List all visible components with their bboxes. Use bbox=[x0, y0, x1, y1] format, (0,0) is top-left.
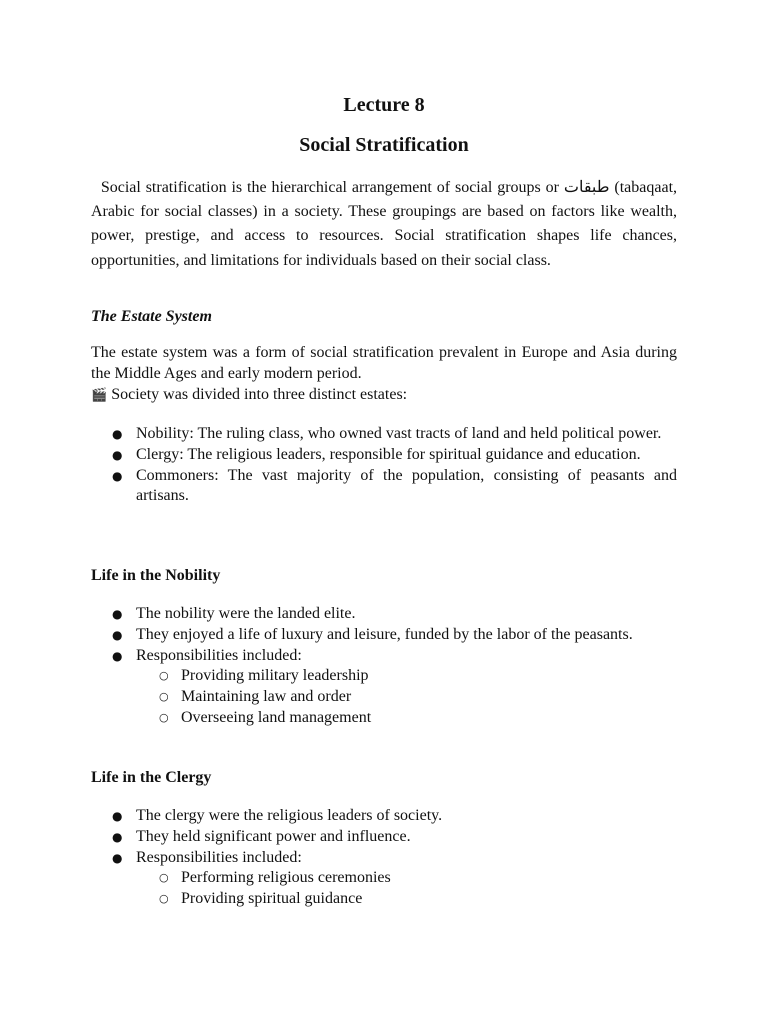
sublist-item-text: Performing religious ceremonies bbox=[181, 869, 391, 887]
estate-system-text: The estate system was a form of social stratification prevalent in Europe and Asia during the Middle Ages and early modern period. bbox=[91, 344, 677, 382]
circle-bullet-icon: ○ bbox=[159, 710, 169, 724]
list-item bbox=[91, 806, 677, 827]
list-item bbox=[91, 625, 677, 646]
bullet-icon: ● bbox=[112, 829, 123, 844]
list-item bbox=[91, 848, 677, 910]
bullet-icon: ● bbox=[112, 447, 123, 462]
clergy-sublist bbox=[136, 868, 677, 910]
intro-paragraph bbox=[91, 176, 677, 273]
bullet-icon: ● bbox=[112, 809, 123, 823]
list-item-text: The clergy were the religious leaders of society. bbox=[136, 807, 443, 824]
bullet-icon: ● bbox=[112, 427, 123, 441]
nobility-heading: Life in the Nobility bbox=[91, 567, 221, 584]
estates-intro-text: Society was divided into three distinct estates: bbox=[111, 385, 408, 403]
list-item-text: They enjoyed a life of luxury and leisure, funded by the labor of the peasants. bbox=[136, 625, 633, 643]
sublist-item bbox=[136, 666, 677, 687]
sublist-item-text: Providing military leadership bbox=[181, 667, 369, 685]
circle-bullet-icon: ○ bbox=[159, 871, 169, 885]
nobility-list bbox=[91, 604, 677, 729]
circle-bullet-icon: ○ bbox=[159, 690, 169, 704]
lecture-title: Lecture 8 bbox=[343, 94, 425, 116]
clapper-board-icon: 🎬 bbox=[91, 387, 108, 403]
bullet-icon: ● bbox=[112, 850, 123, 865]
estate-system-heading: The Estate System bbox=[91, 308, 212, 325]
intro-text: Social stratification is the hierarchical arrangement of social groups or طبقات (tabaqaat, Arabic for social classes) in a society. These groupings are based on factors like wealth, power, prestige, and access to resources. Social stratification shapes life chances, opportunities, and limitations for individuals based on their social class. bbox=[91, 179, 678, 269]
sublist-item-text: Maintaining law and order bbox=[181, 688, 352, 706]
list-item bbox=[91, 445, 677, 466]
list-item-text: Clergy: The religious leaders, responsible for spiritual guidance and education. bbox=[136, 445, 641, 463]
lecture-subtitle: Social Stratification bbox=[299, 134, 469, 156]
sublist-item bbox=[136, 708, 677, 729]
bullet-icon: ● bbox=[112, 648, 123, 663]
bullet-icon: ● bbox=[112, 627, 123, 642]
list-item-text: Nobility: The ruling class, who owned vast tracts of land and held political power. bbox=[136, 425, 662, 442]
sublist-item bbox=[136, 889, 677, 910]
sublist-item-text: Providing spiritual guidance bbox=[181, 890, 363, 908]
bullet-icon: ● bbox=[112, 607, 123, 621]
list-item-text: Responsibilities included: bbox=[136, 848, 302, 866]
sublist-item bbox=[136, 687, 677, 708]
list-item bbox=[91, 827, 677, 848]
clergy-list bbox=[91, 806, 677, 910]
list-item-text: Responsibilities included: bbox=[136, 646, 302, 664]
list-item bbox=[91, 466, 677, 508]
circle-bullet-icon: ○ bbox=[159, 669, 169, 683]
list-item bbox=[91, 604, 677, 625]
sublist-item bbox=[136, 868, 677, 889]
list-item bbox=[91, 646, 677, 729]
sublist-item-text: Overseeing land management bbox=[181, 708, 372, 726]
bullet-icon: ● bbox=[112, 468, 123, 483]
circle-bullet-icon: ○ bbox=[159, 892, 169, 906]
list-item-text: Commoners: The vast majority of the population, consisting of peasants and artisans. bbox=[136, 466, 677, 505]
clergy-heading: Life in the Clergy bbox=[91, 769, 212, 786]
nobility-sublist bbox=[136, 666, 677, 728]
list-item bbox=[91, 424, 677, 445]
list-item-text: The nobility were the landed elite. bbox=[136, 605, 356, 622]
list-item-text: They held significant power and influence. bbox=[136, 827, 411, 845]
estates-list bbox=[91, 424, 677, 507]
estate-system-paragraph bbox=[91, 343, 677, 406]
